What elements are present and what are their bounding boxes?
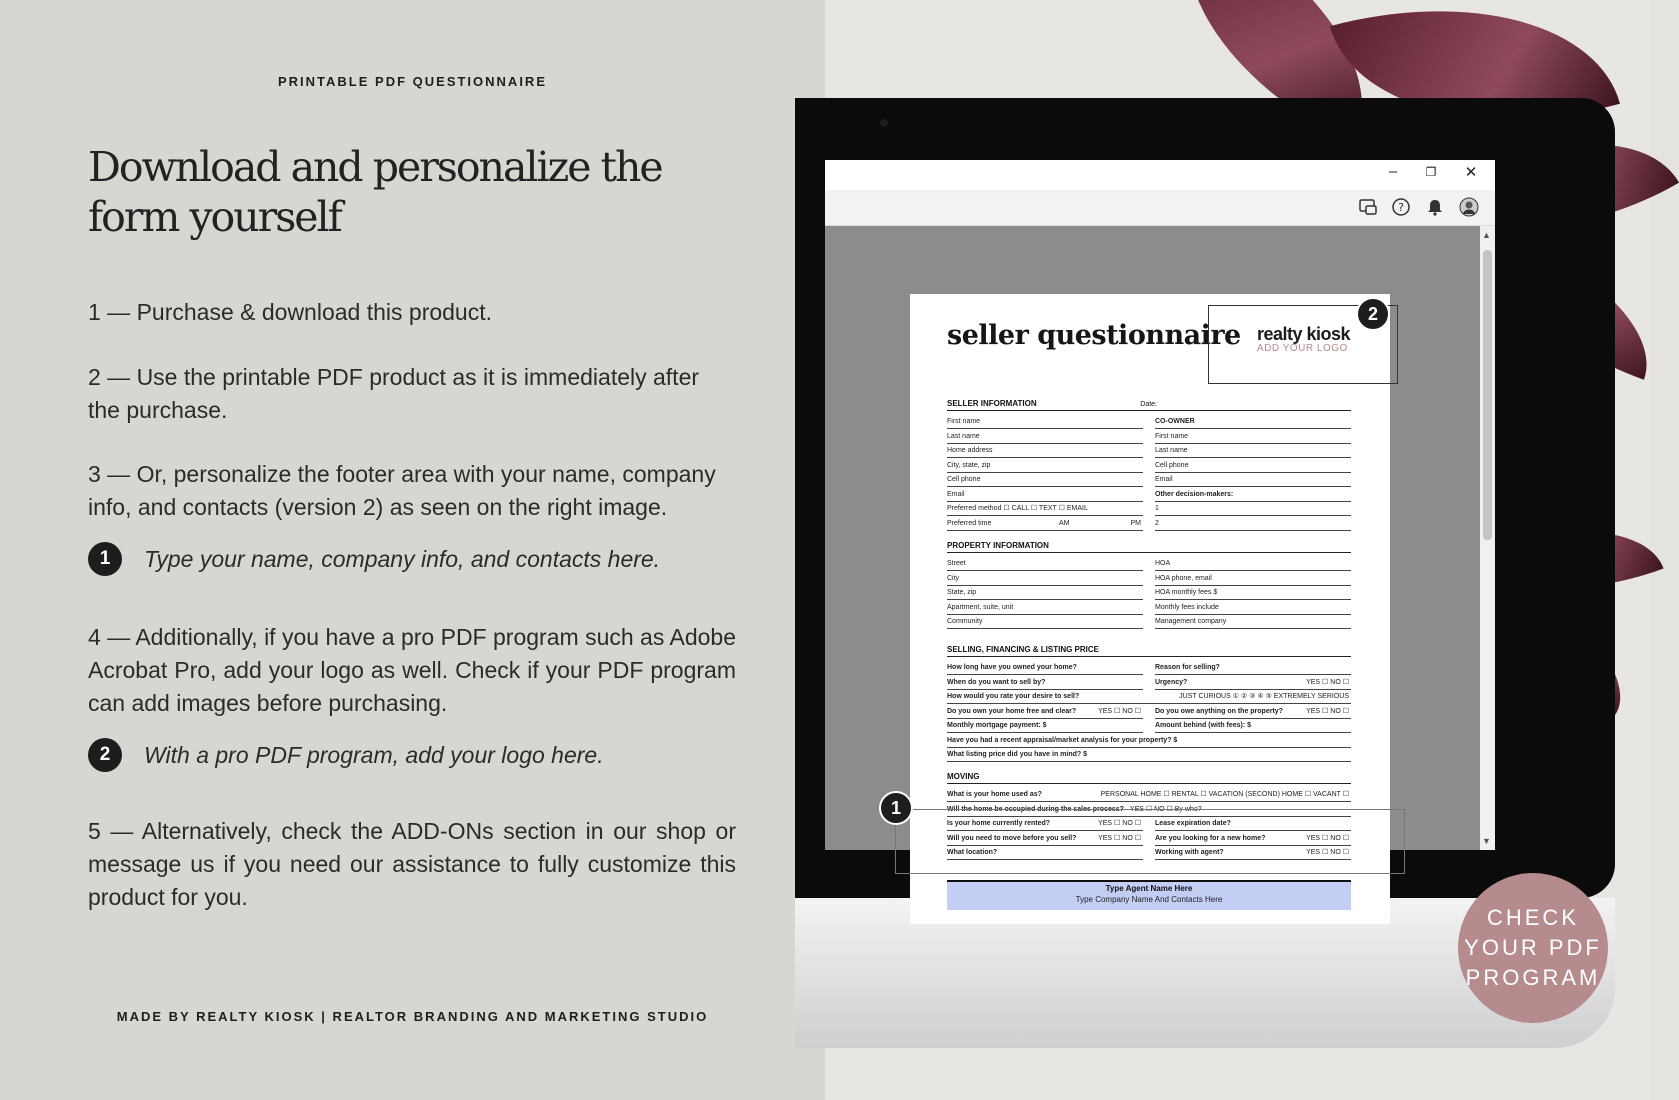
city-state-zip-field[interactable]: City, state, zip — [947, 460, 1143, 473]
svg-text:?: ? — [1398, 201, 1404, 214]
step-2: 2 — Use the printable PDF product as it is immediately after the purchase. — [88, 364, 700, 423]
studio-credit: MADE BY REALTY KIOSK | REALTOR BRANDING AND MARKETING STUDIO — [116, 1009, 709, 1024]
maximize-button[interactable]: ❐ — [1425, 165, 1437, 179]
home-address-field[interactable]: Home address — [947, 445, 1143, 458]
form-row — [947, 616, 1351, 631]
desire-rating-field[interactable]: How would you rate your desire to sell? JUST CURIOUS ① ② ③ ④ ⑤ EXTREMELY SERIOUS — [947, 691, 1351, 704]
am-label: AM — [1059, 519, 1070, 527]
form-row — [947, 706, 1351, 721]
scrollbar[interactable] — [1480, 226, 1495, 850]
document-title: seller questionnaire — [947, 320, 1241, 351]
owe-anything-field[interactable]: Do you owe anything on the property? YES ☐ NO ☐ — [1155, 706, 1351, 719]
decision-makers-heading: Other decision-makers: — [1155, 489, 1351, 502]
form-row — [947, 445, 1351, 460]
location-field[interactable]: What location? — [947, 847, 1143, 860]
date-label: Date: — [1140, 401, 1157, 408]
hoa-contact-field[interactable]: HOA phone, email — [1155, 573, 1351, 586]
form-row — [947, 416, 1351, 431]
check-badge-line-3: PROGRAM — [1465, 965, 1601, 990]
footer-highlight-frame — [895, 809, 1405, 874]
scroll-thumb[interactable] — [1483, 250, 1492, 540]
form-row — [947, 677, 1351, 692]
step-4: 4 — Additionally, if you have a pro PDF program such as Adobe Acrobat Pro, add your logo as well. Check if your PDF program can add images before purchasing. — [88, 624, 736, 716]
agent-name-text: Type Agent Name Here — [1105, 884, 1193, 893]
scroll-up-icon[interactable]: ▲ — [1482, 230, 1491, 240]
pm-label: PM — [1130, 519, 1141, 527]
annotation-badge-2: 2 — [1356, 297, 1390, 331]
step-3: 3 — Or, personalize the footer area with your name, company info, and contacts (version 2) as seen on the right image. — [88, 461, 716, 520]
note-1 — [88, 539, 748, 579]
form-row — [947, 662, 1351, 677]
scroll-down-icon[interactable]: ▼ — [1482, 836, 1491, 846]
community-field[interactable]: Community — [947, 616, 1143, 629]
working-with-agent-field[interactable]: Working with agent? YES ☐ NO ☐ — [1155, 847, 1351, 860]
bell-icon[interactable] — [1425, 197, 1445, 217]
form-row — [947, 587, 1351, 602]
form-row — [947, 431, 1351, 446]
share-screen-icon[interactable] — [1358, 197, 1378, 217]
check-pdf-badge — [1458, 873, 1608, 1023]
form-row — [947, 474, 1351, 489]
street-field[interactable]: Street — [947, 558, 1143, 571]
avatar[interactable] — [1459, 197, 1479, 217]
webcam-dot — [880, 119, 888, 127]
occupied-field[interactable]: Will the home be occupied during the sales process? YES ☐ NO ☐ By who? — [947, 804, 1351, 817]
form-row — [947, 573, 1351, 588]
appraisal-field[interactable]: Have you had a recent appraisal/market analysis for your property? $ — [947, 735, 1351, 748]
note-2 — [88, 735, 748, 775]
preferred-method-field[interactable]: Preferred method ☐ CALL ☐ TEXT ☐ EMAIL — [947, 503, 1143, 516]
number-badge-1: 1 — [88, 542, 122, 576]
form-row — [947, 691, 1351, 706]
hoa-field[interactable]: HOA — [1155, 558, 1351, 571]
app-window — [825, 160, 1495, 904]
step-5: 5 — Alternatively, check the ADD-ONs section in our shop or message us if you need our assistance to fully customize this product for you. — [88, 818, 736, 910]
note-1-text: Type your name, company info, and contacts here. — [144, 545, 661, 572]
decision-maker-1-field[interactable]: 1 — [1155, 503, 1351, 516]
number-badge-2: 2 — [88, 738, 122, 772]
form-row — [947, 460, 1351, 475]
lease-expiration-field[interactable]: Lease expiration date? — [1155, 818, 1351, 831]
minimize-button[interactable]: – — [1388, 163, 1398, 180]
management-company-field[interactable]: Management company — [1155, 616, 1351, 629]
form-row — [947, 558, 1351, 573]
urgency-field[interactable]: Urgency? YES ☐ NO ☐ — [1155, 677, 1351, 690]
sell-by-field[interactable]: When do you want to sell by? — [947, 677, 1143, 690]
form-row — [947, 518, 1351, 533]
form-row — [947, 749, 1351, 764]
monitor-scene — [825, 0, 1650, 1100]
title-bar — [825, 160, 1495, 190]
co-first-name-field[interactable]: First name — [1155, 431, 1351, 444]
state-zip-field[interactable]: State, zip — [947, 587, 1143, 600]
form-row — [947, 720, 1351, 735]
preferred-time-field[interactable]: Preferred time AM PM — [947, 518, 1143, 531]
email-field[interactable]: Email — [947, 489, 1143, 502]
new-home-field[interactable]: Are you looking for a new home? YES ☐ NO ☐ — [1155, 833, 1351, 846]
selling-reason-field[interactable]: Reason for selling? — [1155, 662, 1351, 675]
eyebrow-label: PRINTABLE PDF QUESTIONNAIRE — [278, 74, 547, 89]
co-cell-phone-field[interactable]: Cell phone — [1155, 460, 1351, 473]
last-name-field[interactable]: Last name — [947, 431, 1143, 444]
unit-field[interactable]: Apartment, suite, unit — [947, 602, 1143, 615]
section-heading-seller: SELLER INFORMATION Date: — [947, 399, 1351, 411]
section-heading-property: PROPERTY INFORMATION — [947, 541, 1351, 553]
owned-duration-field[interactable]: How long have you owned your home? — [947, 662, 1143, 675]
left-panel — [0, 0, 825, 1100]
check-badge-line-2: YOUR PDF — [1464, 935, 1602, 960]
amount-behind-field[interactable]: Amount behind (with fees): $ — [1155, 720, 1351, 733]
co-last-name-field[interactable]: Last name — [1155, 445, 1351, 458]
section-heading-selling: SELLING, FINANCING & LISTING PRICE — [947, 645, 1351, 657]
form-row — [947, 602, 1351, 617]
annotation-badge-1: 1 — [879, 791, 913, 825]
free-and-clear-field[interactable]: Do you own your home free and clear? YES ☐ NO ☐ — [947, 706, 1143, 719]
note-2-text: With a pro PDF program, add your logo here. — [144, 741, 604, 768]
form-row — [947, 789, 1351, 804]
agent-footer-field[interactable] — [947, 880, 1351, 910]
close-button[interactable]: ✕ — [1464, 164, 1478, 181]
logo-placeholder-text: ADD YOUR LOGO — [1257, 343, 1348, 354]
form-row — [947, 735, 1351, 750]
form-row — [947, 489, 1351, 504]
check-badge-line-1: CHECK — [1486, 905, 1579, 930]
form-row — [947, 503, 1351, 518]
co-owner-heading: CO-OWNER — [1155, 416, 1351, 429]
listing-price-field[interactable]: What listing price did you have in mind? $ — [947, 749, 1351, 762]
section-heading-moving: MOVING — [947, 772, 1351, 784]
help-icon[interactable] — [1391, 197, 1411, 217]
first-name-field[interactable]: First name — [947, 416, 1143, 429]
company-contacts-text: Type Company Name And Contacts Here — [1075, 895, 1223, 904]
logo-brand-text: realty kiosk — [1257, 324, 1351, 344]
mortgage-payment-field[interactable]: Monthly mortgage payment: $ — [947, 720, 1143, 733]
fees-include-field[interactable]: Monthly fees include — [1155, 602, 1351, 615]
hoa-fees-field[interactable]: HOA monthly fees $ — [1155, 587, 1351, 600]
rented-field[interactable]: Is your home currently rented? YES ☐ NO ☐ — [947, 818, 1143, 831]
home-use-field[interactable]: What is your home used as? PERSONAL HOME ☐ RENTAL ☐ VACATION (SECOND) HOME ☐ VACANT ☐ — [947, 789, 1351, 802]
headline: Download and personalize the form yourself — [88, 143, 662, 241]
step-1: 1 — Purchase & download this product. — [88, 299, 493, 325]
move-before-sell-field[interactable]: Will you need to move before you sell? YES ☐ NO ☐ — [947, 833, 1143, 846]
viewer-toolbar — [825, 190, 1495, 226]
co-email-field[interactable]: Email — [1155, 474, 1351, 487]
city-field[interactable]: City — [947, 573, 1143, 586]
decision-maker-2-field[interactable]: 2 — [1155, 518, 1351, 531]
cell-phone-field[interactable]: Cell phone — [947, 474, 1143, 487]
